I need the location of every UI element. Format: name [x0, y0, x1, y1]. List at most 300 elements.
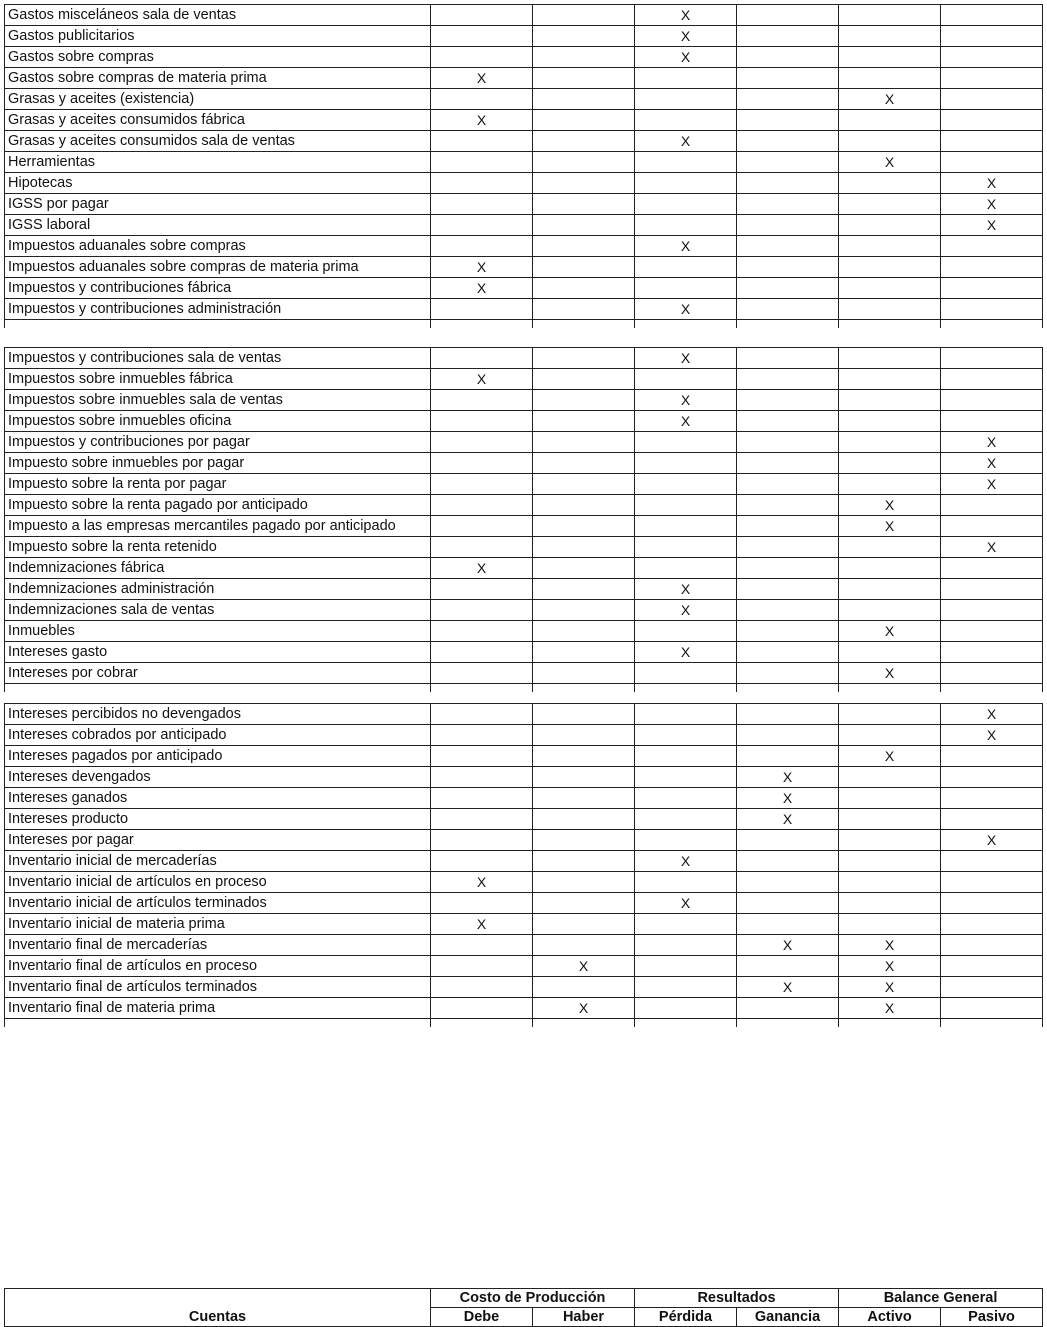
table-row — [5, 411, 1043, 432]
mark-cell — [737, 998, 839, 1019]
cut-row — [5, 1019, 1043, 1028]
mark-cell: X — [941, 725, 1043, 746]
table-row — [5, 173, 1043, 194]
table-row — [5, 215, 1043, 236]
mark-cell — [431, 131, 533, 152]
mark-cell — [941, 851, 1043, 872]
table-row — [5, 278, 1043, 299]
mark-cell — [737, 348, 839, 369]
mark-cell: X — [635, 131, 737, 152]
mark-cell — [737, 537, 839, 558]
mark-cell — [533, 173, 635, 194]
mark-cell — [941, 516, 1043, 537]
mark-cell — [941, 621, 1043, 642]
mark-cell — [533, 851, 635, 872]
mark-cell — [737, 173, 839, 194]
mark-cell — [737, 914, 839, 935]
account-name: Hipotecas — [5, 173, 431, 194]
mark-cell — [737, 893, 839, 914]
mark-cell — [737, 725, 839, 746]
mark-cell: X — [839, 746, 941, 767]
table-row — [5, 194, 1043, 215]
table-row — [5, 537, 1043, 558]
table-row — [5, 558, 1043, 579]
mark-cell — [431, 348, 533, 369]
account-name: Indemnizaciones administración — [5, 579, 431, 600]
mark-cell — [941, 89, 1043, 110]
mark-cell — [431, 299, 533, 320]
mark-cell — [431, 474, 533, 495]
account-name: Grasas y aceites (existencia) — [5, 89, 431, 110]
mark-cell — [737, 663, 839, 684]
header-col-pasivo: Pasivo — [941, 1308, 1043, 1327]
table-row — [5, 257, 1043, 278]
header-group-balance-general: Balance General — [839, 1289, 1043, 1308]
mark-cell — [839, 257, 941, 278]
table-header — [4, 1288, 1043, 1327]
mark-cell: X — [635, 579, 737, 600]
table-row — [5, 152, 1043, 173]
mark-cell — [533, 131, 635, 152]
cut-cell — [431, 1019, 533, 1028]
mark-cell — [839, 5, 941, 26]
mark-cell — [635, 516, 737, 537]
mark-cell — [839, 767, 941, 788]
cut-cell — [839, 320, 941, 329]
mark-cell — [839, 110, 941, 131]
mark-cell — [635, 767, 737, 788]
mark-cell — [941, 152, 1043, 173]
mark-cell — [839, 893, 941, 914]
mark-cell — [533, 453, 635, 474]
mark-cell — [533, 5, 635, 26]
mark-cell — [533, 47, 635, 68]
mark-cell — [431, 89, 533, 110]
cut-row — [5, 320, 1043, 329]
mark-cell: X — [635, 390, 737, 411]
mark-cell — [941, 977, 1043, 998]
mark-cell — [635, 998, 737, 1019]
mark-cell — [635, 152, 737, 173]
mark-cell — [737, 453, 839, 474]
mark-cell — [737, 215, 839, 236]
mark-cell — [533, 558, 635, 579]
table-row — [5, 369, 1043, 390]
mark-cell — [431, 152, 533, 173]
table-row — [5, 788, 1043, 809]
mark-cell — [533, 579, 635, 600]
mark-cell — [737, 47, 839, 68]
mark-cell — [635, 68, 737, 89]
mark-cell — [737, 26, 839, 47]
mark-cell — [839, 47, 941, 68]
mark-cell — [737, 746, 839, 767]
mark-cell — [635, 725, 737, 746]
mark-cell — [941, 935, 1043, 956]
account-name: Impuesto sobre la renta pagado por anticipado — [5, 495, 431, 516]
mark-cell — [635, 956, 737, 977]
mark-cell — [941, 558, 1043, 579]
header-col-debe: Debe — [431, 1308, 533, 1327]
table-row — [5, 299, 1043, 320]
account-name: Inventario inicial de mercaderías — [5, 851, 431, 872]
mark-cell — [533, 600, 635, 621]
mark-cell: X — [635, 5, 737, 26]
account-name: Intereses devengados — [5, 767, 431, 788]
mark-cell — [635, 474, 737, 495]
mark-cell — [737, 851, 839, 872]
mark-cell — [941, 348, 1043, 369]
account-name: Impuestos y contribuciones por pagar — [5, 432, 431, 453]
mark-cell: X — [737, 977, 839, 998]
mark-cell: X — [737, 809, 839, 830]
cut-cell — [5, 320, 431, 329]
cut-cell — [737, 1019, 839, 1028]
cut-cell — [5, 1019, 431, 1028]
mark-cell — [533, 89, 635, 110]
mark-cell — [839, 68, 941, 89]
mark-cell: X — [941, 215, 1043, 236]
account-name: Impuesto sobre inmuebles por pagar — [5, 453, 431, 474]
header-cuentas: Cuentas — [5, 1289, 431, 1327]
mark-cell — [635, 788, 737, 809]
mark-cell — [839, 788, 941, 809]
mark-cell: X — [431, 278, 533, 299]
table-row — [5, 704, 1043, 725]
mark-cell — [533, 495, 635, 516]
mark-cell — [941, 299, 1043, 320]
mark-cell — [737, 600, 839, 621]
account-name: Impuesto a las empresas mercantiles pagado por anticipado — [5, 516, 431, 537]
mark-cell: X — [533, 956, 635, 977]
cut-cell — [941, 320, 1043, 329]
cut-row — [5, 684, 1043, 693]
mark-cell — [431, 579, 533, 600]
mark-cell — [533, 935, 635, 956]
mark-cell — [737, 830, 839, 851]
table-row — [5, 236, 1043, 257]
mark-cell — [533, 474, 635, 495]
table-row — [5, 600, 1043, 621]
mark-cell — [737, 110, 839, 131]
account-name: Impuestos sobre inmuebles sala de ventas — [5, 390, 431, 411]
mark-cell — [941, 278, 1043, 299]
account-name: Inventario inicial de artículos terminados — [5, 893, 431, 914]
header-group-resultados: Resultados — [635, 1289, 839, 1308]
mark-cell: X — [635, 348, 737, 369]
mark-cell — [839, 131, 941, 152]
table-row — [5, 432, 1043, 453]
accounts-table-segment-1 — [4, 4, 1043, 328]
mark-cell — [533, 746, 635, 767]
mark-cell — [839, 914, 941, 935]
mark-cell — [737, 89, 839, 110]
account-name: IGSS laboral — [5, 215, 431, 236]
mark-cell — [635, 194, 737, 215]
mark-cell — [839, 411, 941, 432]
account-name: Impuestos sobre inmuebles fábrica — [5, 369, 431, 390]
mark-cell — [737, 278, 839, 299]
mark-cell — [635, 537, 737, 558]
mark-cell — [431, 453, 533, 474]
mark-cell — [431, 998, 533, 1019]
account-name: Intereses cobrados por anticipado — [5, 725, 431, 746]
header-col-perdida: Pérdida — [635, 1308, 737, 1327]
account-name: Inventario final de artículos terminados — [5, 977, 431, 998]
mark-cell — [635, 872, 737, 893]
mark-cell — [635, 704, 737, 725]
mark-cell: X — [839, 935, 941, 956]
account-name: Inventario final de mercaderías — [5, 935, 431, 956]
mark-cell — [533, 704, 635, 725]
mark-cell — [839, 579, 941, 600]
mark-cell: X — [635, 411, 737, 432]
mark-cell — [941, 369, 1043, 390]
table-row — [5, 977, 1043, 998]
mark-cell: X — [839, 495, 941, 516]
mark-cell — [941, 767, 1043, 788]
cut-cell — [635, 320, 737, 329]
mark-cell: X — [737, 935, 839, 956]
mark-cell — [941, 642, 1043, 663]
mark-cell — [533, 516, 635, 537]
mark-cell — [635, 830, 737, 851]
mark-cell: X — [635, 47, 737, 68]
cut-cell — [941, 1019, 1043, 1028]
mark-cell — [737, 299, 839, 320]
mark-cell — [635, 278, 737, 299]
table-row — [5, 89, 1043, 110]
mark-cell — [431, 600, 533, 621]
mark-cell — [737, 236, 839, 257]
table-row — [5, 914, 1043, 935]
mark-cell — [533, 369, 635, 390]
mark-cell: X — [941, 830, 1043, 851]
mark-cell: X — [431, 369, 533, 390]
mark-cell — [839, 390, 941, 411]
mark-cell — [533, 977, 635, 998]
mark-cell — [839, 830, 941, 851]
mark-cell — [431, 663, 533, 684]
mark-cell — [533, 663, 635, 684]
mark-cell — [941, 495, 1043, 516]
account-name: Indemnizaciones sala de ventas — [5, 600, 431, 621]
mark-cell — [941, 788, 1043, 809]
account-name: Intereses producto — [5, 809, 431, 830]
mark-cell: X — [839, 516, 941, 537]
mark-cell — [431, 194, 533, 215]
account-name: Gastos publicitarios — [5, 26, 431, 47]
mark-cell — [635, 935, 737, 956]
account-name: Inventario final de artículos en proceso — [5, 956, 431, 977]
mark-cell: X — [737, 788, 839, 809]
table-row — [5, 663, 1043, 684]
mark-cell — [533, 872, 635, 893]
mark-cell — [533, 621, 635, 642]
mark-cell — [737, 5, 839, 26]
account-name: Intereses pagados por anticipado — [5, 746, 431, 767]
mark-cell — [941, 5, 1043, 26]
mark-cell — [941, 411, 1043, 432]
mark-cell — [941, 236, 1043, 257]
account-name: Inventario final de materia prima — [5, 998, 431, 1019]
table-row — [5, 746, 1043, 767]
account-name: Intereses ganados — [5, 788, 431, 809]
mark-cell — [941, 131, 1043, 152]
mark-cell — [737, 495, 839, 516]
mark-cell — [635, 215, 737, 236]
mark-cell — [431, 411, 533, 432]
table-row — [5, 5, 1043, 26]
mark-cell: X — [533, 998, 635, 1019]
mark-cell — [635, 663, 737, 684]
cut-cell — [533, 684, 635, 693]
mark-cell — [533, 257, 635, 278]
table-row — [5, 621, 1043, 642]
table-row — [5, 830, 1043, 851]
mark-cell — [431, 767, 533, 788]
mark-cell: X — [635, 851, 737, 872]
mark-cell — [431, 215, 533, 236]
cut-cell — [839, 684, 941, 693]
mark-cell — [533, 215, 635, 236]
mark-cell — [839, 558, 941, 579]
mark-cell — [737, 621, 839, 642]
mark-cell — [635, 621, 737, 642]
table-row — [5, 851, 1043, 872]
table-row — [5, 956, 1043, 977]
account-name: Impuestos y contribuciones sala de ventas — [5, 348, 431, 369]
mark-cell: X — [839, 977, 941, 998]
table-row — [5, 131, 1043, 152]
mark-cell — [839, 600, 941, 621]
mark-cell — [431, 537, 533, 558]
mark-cell — [839, 537, 941, 558]
mark-cell — [431, 746, 533, 767]
mark-cell: X — [635, 26, 737, 47]
table-row — [5, 495, 1043, 516]
mark-cell — [635, 110, 737, 131]
mark-cell — [635, 453, 737, 474]
cut-cell — [635, 1019, 737, 1028]
mark-cell — [941, 746, 1043, 767]
table-row — [5, 642, 1043, 663]
cut-cell — [737, 684, 839, 693]
mark-cell — [431, 5, 533, 26]
mark-cell — [431, 26, 533, 47]
mark-cell — [635, 746, 737, 767]
account-name: Inmuebles — [5, 621, 431, 642]
mark-cell — [431, 621, 533, 642]
account-name: IGSS por pagar — [5, 194, 431, 215]
cut-cell — [533, 1019, 635, 1028]
mark-cell — [635, 173, 737, 194]
mark-cell — [635, 977, 737, 998]
mark-cell — [941, 914, 1043, 935]
mark-cell — [839, 725, 941, 746]
table-row — [5, 767, 1043, 788]
mark-cell — [737, 956, 839, 977]
mark-cell — [839, 642, 941, 663]
mark-cell: X — [635, 642, 737, 663]
mark-cell — [533, 152, 635, 173]
mark-cell — [737, 432, 839, 453]
mark-cell: X — [635, 299, 737, 320]
mark-cell: X — [839, 152, 941, 173]
mark-cell: X — [941, 432, 1043, 453]
mark-cell — [635, 89, 737, 110]
mark-cell — [941, 110, 1043, 131]
account-name: Gastos misceláneos sala de ventas — [5, 5, 431, 26]
mark-cell — [533, 642, 635, 663]
mark-cell — [431, 893, 533, 914]
account-name: Inventario inicial de materia prima — [5, 914, 431, 935]
mark-cell — [431, 788, 533, 809]
account-name: Intereses gasto — [5, 642, 431, 663]
mark-cell — [533, 390, 635, 411]
mark-cell — [431, 432, 533, 453]
cut-cell — [5, 684, 431, 693]
account-name: Grasas y aceites consumidos fábrica — [5, 110, 431, 131]
table-row — [5, 110, 1043, 131]
header-col-haber: Haber — [533, 1308, 635, 1327]
mark-cell — [533, 110, 635, 131]
mark-cell — [737, 131, 839, 152]
mark-cell — [839, 173, 941, 194]
mark-cell — [839, 236, 941, 257]
account-name: Impuestos y contribuciones administración — [5, 299, 431, 320]
mark-cell — [839, 474, 941, 495]
mark-cell — [431, 935, 533, 956]
cut-cell — [839, 1019, 941, 1028]
mark-cell — [839, 299, 941, 320]
mark-cell — [941, 257, 1043, 278]
table-row — [5, 47, 1043, 68]
mark-cell — [737, 558, 839, 579]
account-name: Impuestos aduanales sobre compras — [5, 236, 431, 257]
mark-cell — [737, 411, 839, 432]
mark-cell — [941, 579, 1043, 600]
mark-cell: X — [635, 893, 737, 914]
mark-cell — [533, 767, 635, 788]
mark-cell — [431, 704, 533, 725]
mark-cell — [839, 215, 941, 236]
header-col-ganancia: Ganancia — [737, 1308, 839, 1327]
mark-cell — [533, 725, 635, 746]
mark-cell — [737, 152, 839, 173]
mark-cell — [839, 194, 941, 215]
account-name: Herramientas — [5, 152, 431, 173]
mark-cell — [839, 872, 941, 893]
mark-cell — [431, 977, 533, 998]
table-row — [5, 26, 1043, 47]
mark-cell: X — [431, 872, 533, 893]
mark-cell — [431, 830, 533, 851]
mark-cell: X — [839, 998, 941, 1019]
mark-cell: X — [431, 914, 533, 935]
mark-cell — [431, 725, 533, 746]
mark-cell — [533, 236, 635, 257]
table-row — [5, 453, 1043, 474]
table-row — [5, 872, 1043, 893]
mark-cell — [839, 278, 941, 299]
mark-cell — [635, 495, 737, 516]
account-name: Intereses percibidos no devengados — [5, 704, 431, 725]
mark-cell — [635, 914, 737, 935]
mark-cell: X — [737, 767, 839, 788]
cut-cell — [533, 320, 635, 329]
mark-cell — [533, 809, 635, 830]
